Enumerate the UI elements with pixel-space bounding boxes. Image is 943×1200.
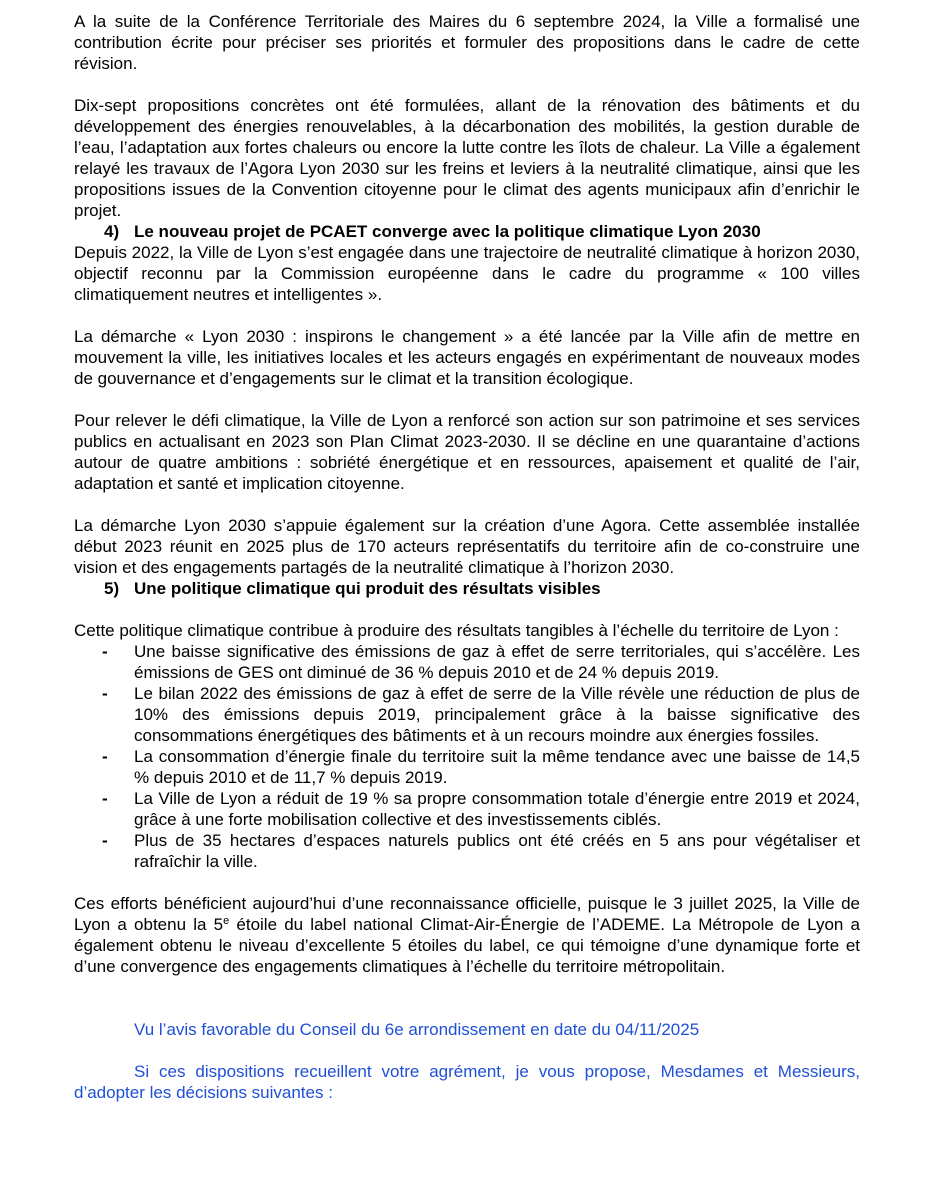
- section-4-paragraph-3: Pour relever le défi climatique, la Ville de Lyon a renforcé son action sur son patrimoine et ses services publics en actualisant en 2023 son Plan Climat 2023-2030. Il se décline en une quarantaine d’actions autour de quatre ambitions : sobriété énergétique et en ressources, apaisement et qualité de l’air, adaptation et santé et implication citoyenne.: [74, 411, 860, 493]
- section-5-number: 5): [104, 579, 120, 598]
- section-4-paragraph-2: La démarche « Lyon 2030 : inspirons le changement » a été lancée par la Ville afin de mettre en mouvement la ville, les initiatives locales et les acteurs engagés en expérimentant de nouveaux modes de gouvernance et d’engagements sur le climat et la transition écologique.: [74, 327, 860, 388]
- section-4-heading: [74, 221, 860, 242]
- paragraph-conference: A la suite de la Conférence Territoriale des Maires du 6 septembre 2024, la Ville a formalisé une contribution écrite pour préciser ses priorités et formuler des propositions dans le cadre de cette révision.: [74, 12, 860, 73]
- section-4-paragraph-4: La démarche Lyon 2030 s’appuie également sur la création d’une Agora. Cette assemblée installée début 2023 réunit en 2025 plus de 170 acteurs représentatifs du territoire afin de co-construire une vision et des engagements partagés de la neutralité climatique à l’horizon 2030.: [74, 516, 860, 577]
- bullet-dash: -: [102, 684, 108, 703]
- superscript-e: e: [223, 915, 230, 927]
- list-item: - La consommation d’énergie finale du territoire suit la même tendance avec une baisse de 14,5 % depuis 2010 et de 11,7 % depuis 2019.: [102, 747, 860, 787]
- section-5-intro: Cette politique climatique contribue à produire des résultats tangibles à l’échelle du territoire de Lyon :: [74, 621, 839, 640]
- section-4-paragraph-1: Depuis 2022, la Ville de Lyon s’est engagée dans une trajectoire de neutralité climatique à horizon 2030, objectif reconnu par la Commission européenne dans le cadre du programme « 100 villes climatiquement neutres et intelligentes ».: [74, 243, 860, 304]
- list-item: - La Ville de Lyon a réduit de 19 % sa propre consommation totale d’énergie entre 2019 et 2024, grâce à une forte mobilisation collective et des investissements ciblés.: [102, 789, 860, 829]
- list-item: - Une baisse significative des émissions de gaz à effet de serre territoriales, qui s’accélère. Les émissions de GES ont diminué de 36 % depuis 2010 et de 24 % depuis 2019.: [102, 642, 860, 682]
- bullet-dash: -: [102, 831, 108, 850]
- section-5-closing: Ces efforts bénéficient aujourd’hui d’une reconnaissance officielle, puisque le 3 juillet 2025, la Ville de Lyon a obtenu la 5e étoile du label national Climat-Air-Énergie de l’ADEME. La Métropole de Lyon a également obtenu le niveau d’excellente 5 étoiles du label, ce qui témoigne d’une dynamique forte et d’une convergence des engagements climatiques à l’échelle du territoire métropolitain.: [74, 894, 860, 976]
- section-5-heading: [74, 578, 860, 599]
- bullet-dash: -: [102, 789, 108, 808]
- list-item: - Le bilan 2022 des émissions de gaz à effet de serre de la Ville révèle une réduction de plus de 10% des émissions depuis 2019, principalement grâce à la baisse significative des consommations énergétiques des bâtiments et à un recours moindre aux énergies fossiles.: [102, 684, 860, 745]
- bullet-dash: -: [102, 747, 108, 766]
- paragraph-propositions: Dix-sept propositions concrètes ont été formulées, allant de la rénovation des bâtiments et du développement des énergies renouvelables, à la décarbonation des mobilités, la gestion durable de l’eau, l’adaptation aux fortes chaleurs ou encore la lutte contre les îlots de chaleur. La Ville a également relayé les travaux de l’Agora Lyon 2030 sur les freins et leviers à la neutralité climatique, ainsi que les propositions issues de la Convention citoyenne pour le climat des agents municipaux afin d’enrichir le projet.: [74, 96, 860, 220]
- section-4-title: Le nouveau projet de PCAET converge avec la politique climatique Lyon 2030: [134, 222, 761, 241]
- proposition-adoption: Si ces dispositions recueillent votre agrément, je vous propose, Mesdames et Messieurs, d’adopter les décisions suivantes :: [74, 1062, 860, 1102]
- results-list: [74, 641, 860, 872]
- list-item: - Plus de 35 hectares d’espaces naturels publics ont été créés en 5 ans pour végétaliser et rafraîchir la ville.: [102, 831, 860, 871]
- avis-conseil: Vu l’avis favorable du Conseil du 6e arrondissement en date du 04/11/2025: [134, 1020, 700, 1039]
- document-page: [74, 11, 860, 1103]
- bullet-dash: -: [102, 642, 108, 661]
- section-4-number: 4): [104, 222, 120, 241]
- section-5-title: Une politique climatique qui produit des résultats visibles: [134, 579, 601, 598]
